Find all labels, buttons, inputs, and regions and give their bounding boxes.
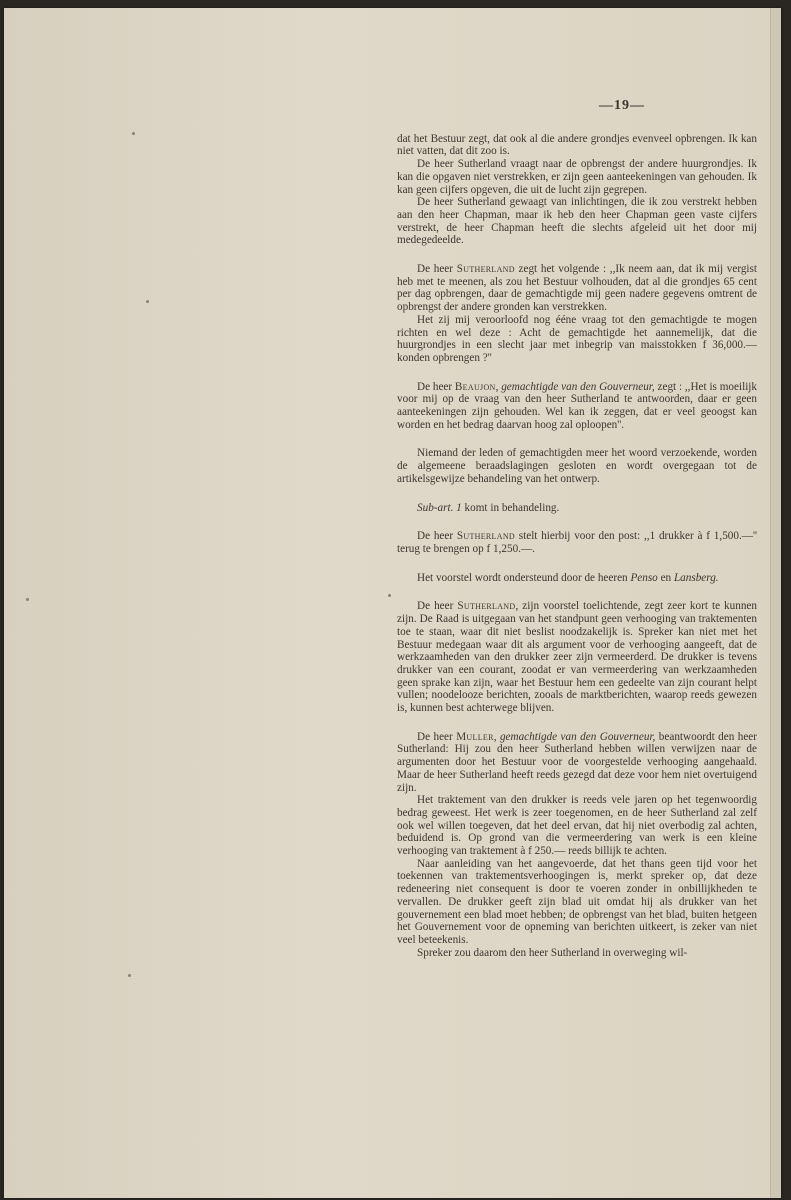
paragraph-text: dat het Bestuur zegt, dat ook al die andere grondjes evenveel opbrengen. Ik kan niet vatten, dat dit zoo is. <box>397 132 757 158</box>
paragraph-p10 <box>397 572 757 585</box>
paragraph-rest: komt in behandeling. <box>461 501 560 514</box>
paragraph-text: Niemand der leden of gemachtigden meer het woord verzoekende, worden de algemeene beraadslagingen gesloten en wordt overgegaan tot de artikelsgewijze behandeling van het ontwerp. <box>397 447 757 485</box>
paragraph-rest: zegt : ,,Het is moeilijk voor mij op de vraag van den heer Sutherland te antwoorden, daar er geen aanteekeningen zijn gehouden. Wel kan ik zeggen, dat er veel geoogst kan worden en het bedrag daarvan hoog zal oploopen''. <box>397 380 757 431</box>
paragraph-italic: , gemachtigde van den Gouverneur, <box>495 380 655 393</box>
paragraph-name: Beaujon <box>454 380 496 393</box>
page-edge-strip <box>770 8 781 1198</box>
page-number: —19— <box>599 98 645 113</box>
paragraph-p3 <box>397 196 757 247</box>
paragraph-p4 <box>397 263 757 314</box>
paragraph-lead: De heer <box>417 263 457 276</box>
paragraph-p2 <box>397 158 757 196</box>
paragraph-p6 <box>397 381 757 432</box>
paragraph-italic: , gemachtigde van den Gouverneur, <box>493 730 656 743</box>
document-page <box>4 8 781 1198</box>
paragraph-text: Spreker zou daarom den heer Sutherland in overweging wil- <box>417 946 688 959</box>
paragraph-tailitalic: Lansberg. <box>673 571 719 584</box>
paragraph-text: Het traktement van den drukker is reeds vele jaren op het tegenwoordig bedrag geweest. Het werk is zeer toegenomen, en de heer Sutherland zal zelf ook wel willen toegeven, dat het deel ervan, dat hij niet overbodig zal achten, beduidend is. Op grond van die vermeerdering van werk is een kleine verhooging van traktement à f 250.— reeds billijk te achten. <box>397 794 757 858</box>
paragraph-p15 <box>397 947 757 960</box>
speck-mark <box>388 594 391 597</box>
speck-mark <box>132 132 135 135</box>
paragraph-lead: De heer <box>417 380 455 393</box>
paragraph-lead: Het voorstel wordt ondersteund door de heeren <box>417 571 631 584</box>
paragraph-rest: , zijn voorstel toelichtende, zegt zeer kort te kunnen zijn. De Raad is uitgegaan van het standpunt geen verhooging van traktementen toe te staan, waar dit niet beslist noodzakelijk is. Spreker kan niet met het Bestuur medegaan waar dit als argument voor de verhooging aangeeft, dat de werkzaamheden van den drukker zeer zijn vermeerderd. De drukker is tevens drukker van een courant, zoodat er van vermeerdering van werkzaamheden geen sprake kan zijn, waar het Bestuur hem een gedeelte van zijn courant helpt vullen; noodelooze berichten, zooals de marktberichten, waarop reeds gewezen is, kunnen best achterwege blijven. <box>397 600 757 715</box>
paragraph-p11 <box>397 600 757 714</box>
paragraph-p12 <box>397 731 757 795</box>
paragraph-leaditalic: Sub-art. 1 <box>417 501 462 514</box>
text-column <box>397 100 757 959</box>
paragraph-name: Muller <box>456 730 494 743</box>
paragraph-lead: De heer <box>417 730 457 743</box>
paragraph-p1 <box>397 133 757 158</box>
paragraph-p5 <box>397 314 757 365</box>
paragraph-p7 <box>397 447 757 485</box>
paragraph-name: Sutherland <box>456 263 515 276</box>
paragraph-text: De heer Sutherland vraagt naar de opbrengst der andere huurgrondjes. Ik kan die opgaven niet verstrekken, er zijn geen aanteekeningen van gehouden. Ik kan geen cijfers opgeven, die uit de lucht zijn gegrepen. <box>397 158 757 196</box>
paragraph-p8 <box>397 502 757 515</box>
paragraph-text: De heer Sutherland gewaagt van inlichtingen, die ik zou verstrekt hebben aan den heer Chapman, maar ik heb den heer Chapman geen vaste cijfers verstrekt, de heer Chapman heeft die slechts afgeleid uit het door mij medegedeelde. <box>397 196 757 247</box>
paragraph-name: Sutherland <box>457 600 516 613</box>
speck-mark <box>146 300 149 303</box>
paragraph-lead: De heer <box>417 530 457 543</box>
paragraph-rest: stelt hierbij voor den post: ,,1 drukker à f 1,500.—'' terug te brengen op f 1,250.—. <box>397 530 757 555</box>
paragraph-p14 <box>397 858 757 947</box>
paragraph-list <box>397 133 757 960</box>
paragraph-italic: Penso <box>630 571 658 584</box>
paragraph-rest: zegt het volgende : ,,Ik neem aan, dat ik mij vergist heb met te meenen, als zou het Bestuur volhouden, dat al die grondjes 65 cent per dag opbrengen, daar de gemachtigde mij geen nadere gegevens omtrent de opbrengst der andere gronden kan verstrekken. <box>397 263 758 314</box>
paragraph-p9 <box>397 530 757 555</box>
paragraph-p13 <box>397 794 757 858</box>
paragraph-rest: en <box>657 571 674 584</box>
paragraph-text: Het zij mij veroorloofd nog ééne vraag tot den gemachtigde te mogen richten en wel deze : Acht de gemachtigde het aannemelijk, dat die huurgrondjes in een slecht jaar met inbegrip van maisstokken f 36,000.— konden opbrengen ?'' <box>397 313 757 364</box>
paragraph-text: Naar aanleiding van het aangevoerde, dat het thans geen tijd voor het toekennen van traktementsverhoogingen is, merkt spreker op, dat deze redeneering niet consequent is door te voeren zonder in onbillijkheden te vervallen. De drukker geeft zijn blad uit omdat hij als drukker van het gouvernement een blad moet hebben; de opbrengst van het blad, buiten hetgeen het Gouvernement voor de opneming van berichten uitkeert, is zeker van niet veel beteekenis. <box>397 857 757 946</box>
paragraph-name: Sutherland <box>456 530 515 543</box>
paragraph-lead: De heer <box>417 600 458 613</box>
speck-mark <box>26 598 29 601</box>
paragraph-rest: beantwoordt den heer Sutherland: Hij zou den heer Sutherland hebben willen verwijzen naar de argumenten door het Bestuur voor de voorgestelde verhooging aangehaald. Maar de heer Sutherland heeft reeds gezegd dat deze voor hem niet overtuigend zijn. <box>397 730 758 794</box>
speck-mark <box>128 974 131 977</box>
